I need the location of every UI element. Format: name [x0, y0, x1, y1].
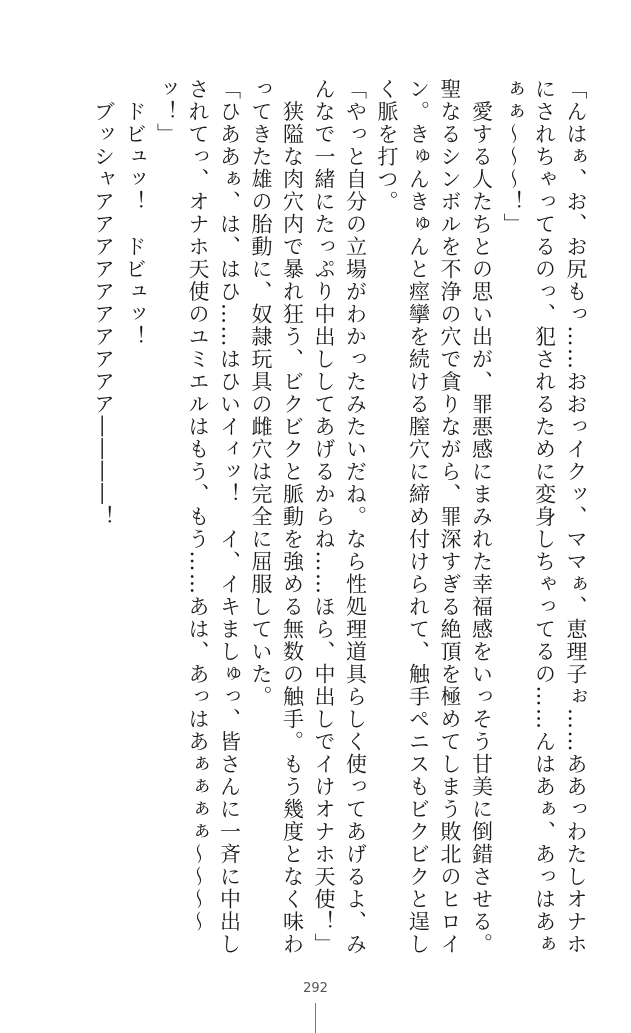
paragraph-dialogue-1: 「んはぁ、お、お尻もっ……おおっイクッ、ママぁ、恵理子ぉ……ああっわたしオナホにされちゃってるのっ、犯されるために変身しちゃってるの……んはあぁ、あっはあぁぁぁ～～～！」 [501, 78, 588, 956]
page-number-rule [315, 1003, 316, 1033]
page-number: 292 [303, 981, 328, 996]
paragraph-narration-2: 狭隘な肉穴内で暴れ狂う、ビクビクと脈動を強める無数の触手。もう幾度となく味わってきた雄の胎動に、奴隷玩具の雌穴は完全に屈服していた。 [249, 78, 305, 956]
paragraph-onomatopoeia-2: ブッシャアアアアアアアアアア――――！ [91, 78, 116, 528]
paragraph-dialogue-3: 「ひああぁ、は、はひ……はひいイィッ！ イ、イキましゅっ、皆さんに一斉に中出しされてっ、オナホ天使のユミエルはもう、もう……あは、あっはあぁぁぁぁ～～～～ッ！」 [154, 78, 242, 956]
paragraph-narration-1: 愛する人たちとの思い出が、罪悪感にまみれた幸福感をいっそう甘美に倒錯させる。聖なるシンボルを不浄の穴で貪りながら、罪深すぎる絶頂を極めてしまう敗北のヒロイン。きゅんきゅんと痙攣を続ける膣穴に締め付けられて、触手ペニスもビクビクと逞しく脈を打つ。 [375, 78, 494, 956]
paragraph-dialogue-2: 「やっと自分の立場がわかったみたいだね。なら性処理道具らしく使ってあげるよ、みんなで一緒にたっぷり中出ししてあげるからね……ほら、中出しでイけオナホ天使！」 [312, 78, 368, 956]
vertical-text-body [36, 78, 591, 958]
paragraph-onomatopoeia-1: ドビュッ！ ドビュッ！ [123, 78, 147, 348]
